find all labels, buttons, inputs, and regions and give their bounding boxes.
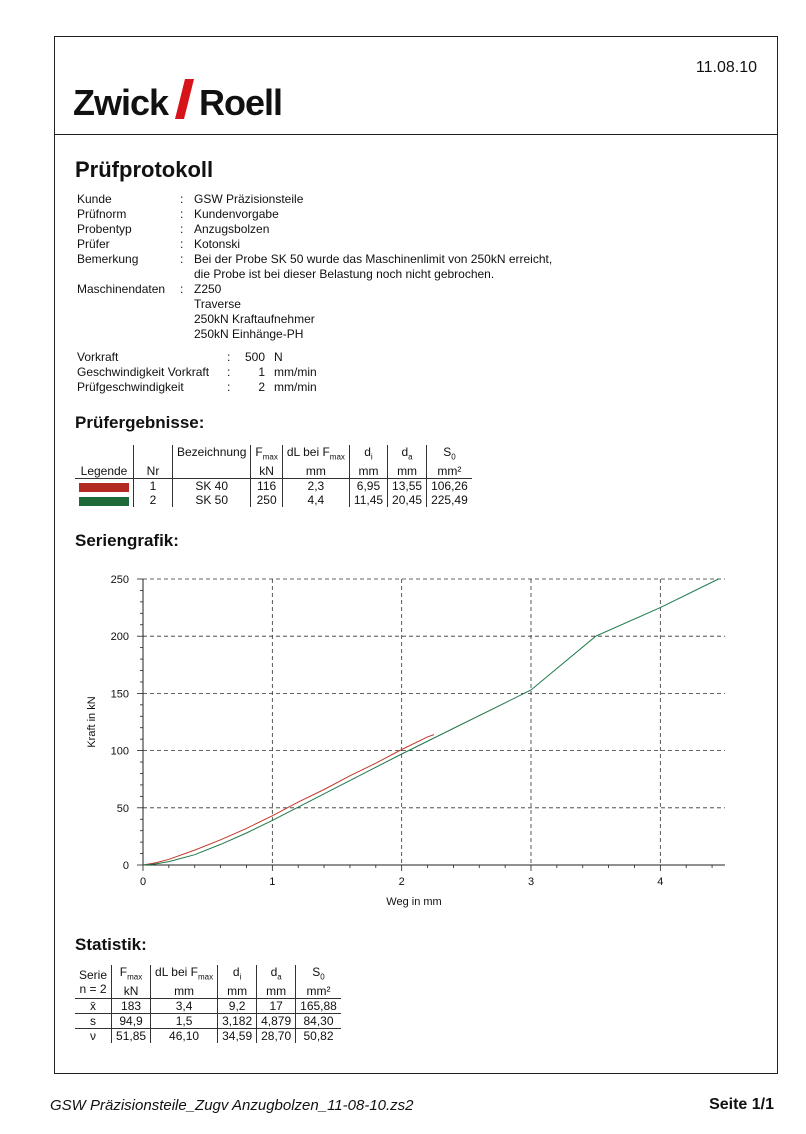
y-tick-label: 50 <box>116 802 129 815</box>
report-frame: Zwick Roell 11.08.10 Prüfprotokoll Kunde : GSW Präzisionsteile Prüfnorm : Kundenvorgabe Probentyp : Anzugsbolzen Prüfer : Kotonski Bemerkung : Bei der Probe SK 50 wurde das Maschinenlimit von 250kN erreicht, die Probe ist bei dieser Belastung noch nicht gebrochen. Maschinendaten : Z250 Traverse 250kN Kraftaufnehmer 250kN Einhänge-PH Vorkraft : 500 N Geschwindigkeit Vorkraft : 1 mm/min Prüfgeschwindigkeit : 2 mm/min Prüfergebnisse: Legende Nr Bezeichnung $F_{max}$ kN dL bei $F_{max}$ mm $d_i$ mm $d_a$ mm $S_0$ mm² 1 SK 40 116 2,3 6,95 13,55 106,26 2 SK 50 250 4,4 11,45 20,45 225,49 Seriengrafik: 0 50 100 150 200 250 0 1 2 3 4 Weg in mm Kraft in kN Statistik: Serie n = 2 $F_{max}$ kN dL bei $F_{max}$ mm $d_i$ mm $d_a$ mm $S_0$ mm² x̄ 183 3,4 9,2 17 165,88 s 94,9 1,5 3,182 4,879 84,30 ν 51,85 46,10 34,59 28,70 50,82 <box>54 36 778 1074</box>
footer-filename: GSW Präzisionsteile_Zugv Anzugbolzen_11-08-10.zs2 <box>50 1097 414 1114</box>
series-line-sk-40 <box>143 735 434 865</box>
legend-swatch-sk50 <box>79 497 129 506</box>
table-row: ν 51,85 46,10 34,59 28,70 50,82 <box>75 1029 341 1044</box>
table-row: 1 SK 40 116 2,3 6,95 13,55 106,26 <box>75 479 472 494</box>
page-title: Prüfprotokoll <box>75 157 214 182</box>
y-tick-label: 0 <box>122 860 129 872</box>
x-axis-label: Weg in mm <box>386 896 442 908</box>
results-table <box>75 445 472 507</box>
statistics-table <box>75 965 341 1043</box>
x-tick-label: 4 <box>657 876 664 888</box>
table-row: x̄ 183 3,4 9,2 17 165,88 <box>75 999 341 1014</box>
report-date: 11.08.10 <box>695 59 757 76</box>
table-row: s 94,9 1,5 3,182 4,879 84,30 <box>75 1014 341 1029</box>
y-tick-label: 250 <box>110 574 129 586</box>
stat-header-row: Serie n = 2 $F_{max}$ kN dL bei $F_{max}$ mm $d_i$ mm $d_a$ mm $S_0$ mm² <box>75 965 341 999</box>
series-heading: Seriengrafik: <box>75 531 179 550</box>
statistics-heading: Statistik: <box>75 935 147 954</box>
table-row: 2 SK 50 250 4,4 11,45 20,45 225,49 <box>75 493 472 507</box>
x-tick-label: 0 <box>139 876 147 888</box>
results-heading: Prüfergebnisse: <box>75 413 205 432</box>
x-tick-label: 3 <box>527 876 535 888</box>
series-chart <box>55 561 777 921</box>
y-tick-label: 150 <box>110 688 129 701</box>
zwick-roell-logo <box>73 79 282 124</box>
x-tick-label: 2 <box>398 876 405 888</box>
series-line-sk-50 <box>143 579 719 865</box>
y-tick-label: 100 <box>110 745 129 758</box>
y-tick-label: 200 <box>110 631 129 644</box>
brand-left: Zwick <box>73 82 169 123</box>
results-header-row: Legende Nr Bezeichnung $F_{max}$ kN dL bei $F_{max}$ mm $d_i$ mm $d_a$ mm $S_0$ mm² <box>75 445 472 479</box>
footer-page: Seite 1/1 <box>709 1096 774 1113</box>
logo-slash-icon <box>175 79 194 119</box>
brand-right: Roell <box>199 82 283 123</box>
legend-swatch-sk40 <box>79 483 129 492</box>
header-divider <box>55 134 777 135</box>
y-axis-label: Kraft in kN <box>86 696 98 748</box>
x-tick-label: 1 <box>269 876 276 888</box>
